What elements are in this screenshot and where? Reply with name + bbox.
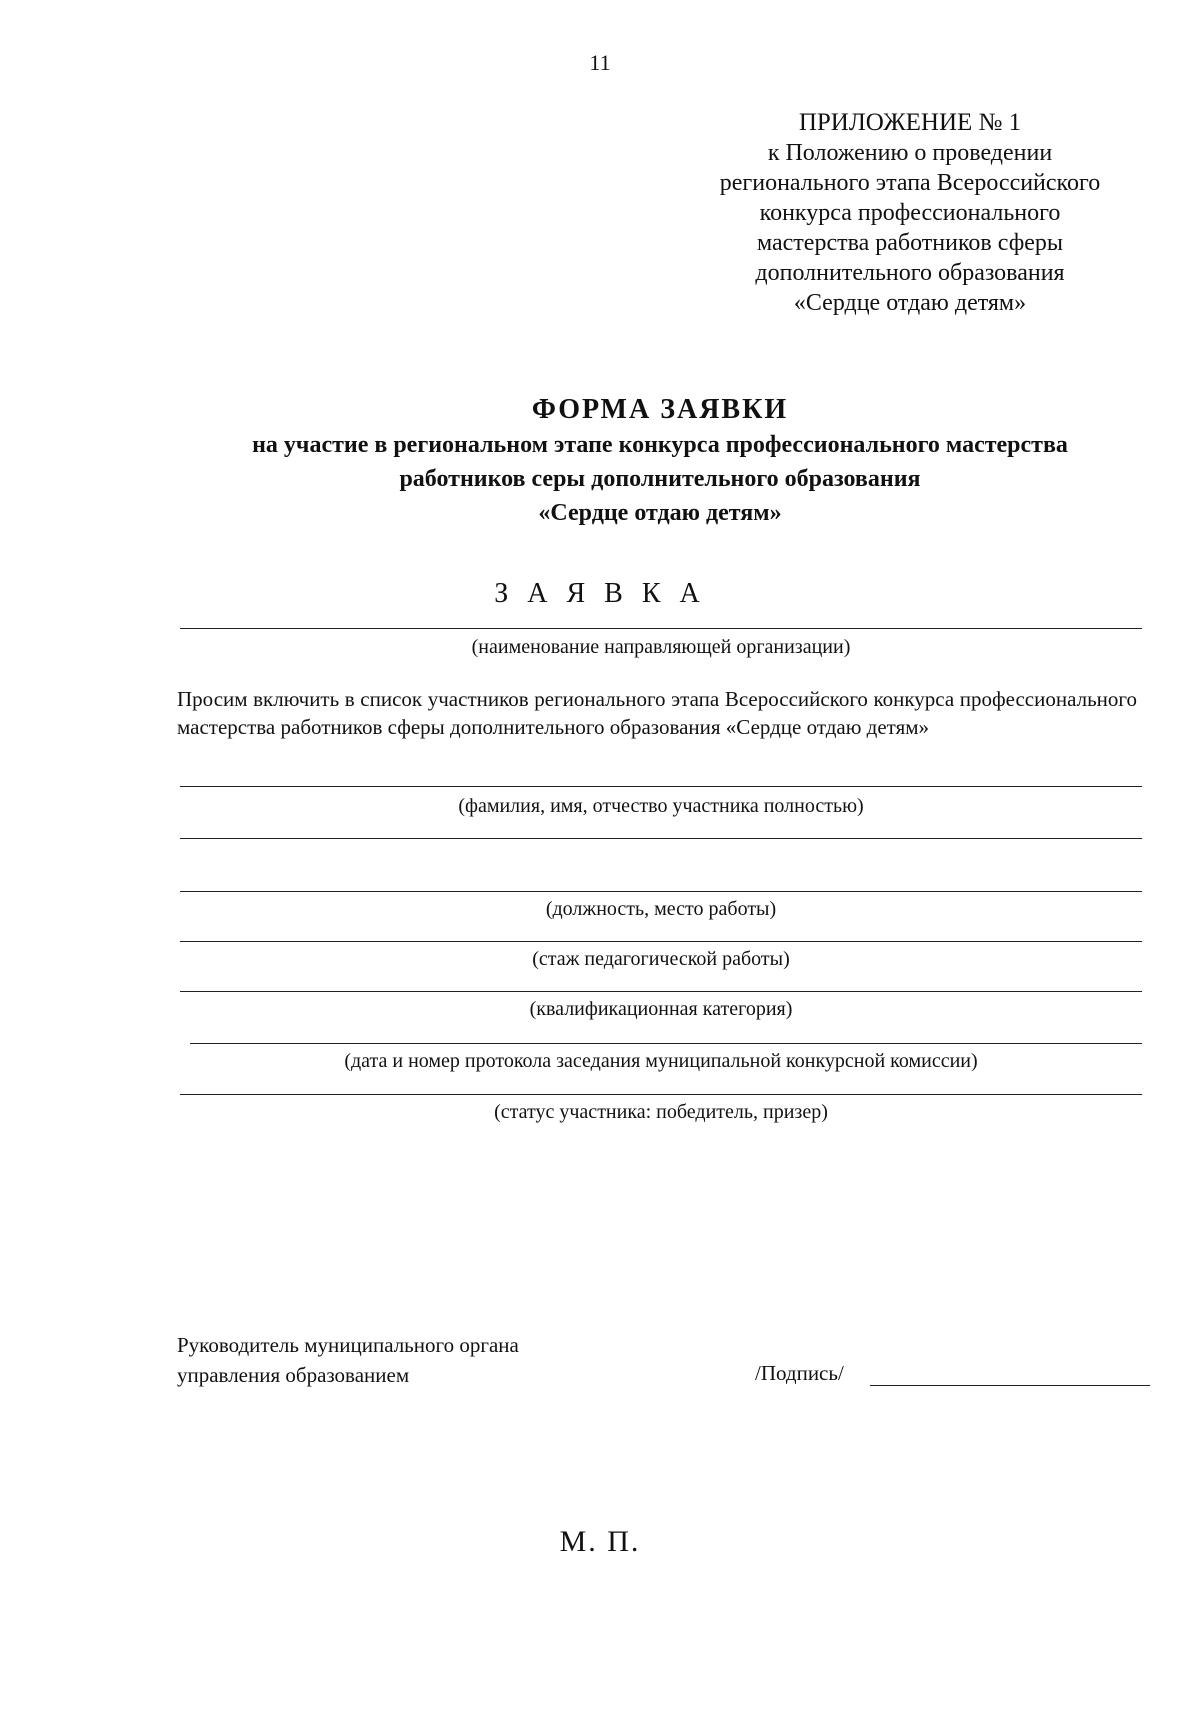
category-caption: (квалификационная категория) [529, 998, 793, 1020]
organization-line[interactable] [180, 628, 1142, 629]
appendix-line: «Сердце отдаю детям» [793, 290, 1027, 316]
experience-caption: (стаж педагогической работы) [532, 948, 790, 970]
organization-caption: (наименование направляющей организации) [471, 636, 851, 658]
form-heading [170, 392, 1150, 530]
status-line[interactable] [180, 1094, 1142, 1095]
form-heading-line: работников серы дополнительного образования [399, 466, 921, 492]
position-line[interactable] [180, 891, 1142, 892]
request-paragraph: Просим включить в список участников регионального этапа Всероссийского конкурса профессионального мастерства работников сферы дополнительного образования «Сердце отдаю детям» [177, 687, 1137, 739]
appendix-line: мастерства работников сферы [756, 230, 1064, 256]
form-heading-title: ФОРМА ЗАЯВКИ [531, 394, 789, 425]
stamp-placeholder: М. П. [559, 1525, 641, 1558]
signature-block [177, 1330, 519, 1390]
form-heading-line: на участие в региональном этапе конкурса профессионального мастерства [252, 432, 1068, 458]
full-name-line-2[interactable] [180, 838, 1142, 839]
protocol-line[interactable] [190, 1043, 1142, 1044]
application-title: З А Я В К А [494, 578, 706, 609]
appendix-line: к Положению о проведении [767, 140, 1053, 166]
category-line[interactable] [180, 991, 1142, 992]
appendix-line: дополнительного образования [755, 260, 1065, 286]
position-caption: (должность, место работы) [545, 898, 777, 920]
head-title-line: управления образованием [177, 1363, 410, 1387]
appendix-title: ПРИЛОЖЕНИЕ № 1 [798, 109, 1022, 136]
experience-line[interactable] [180, 941, 1142, 942]
status-caption: (статус участника: победитель, призер) [494, 1101, 828, 1123]
protocol-caption: (дата и номер протокола заседания муниципальной конкурсной комиссии) [344, 1050, 978, 1072]
page-number: 11 [589, 50, 611, 75]
appendix-block [690, 108, 1130, 318]
appendix-line: регионального этапа Всероссийского [719, 170, 1101, 196]
full-name-line[interactable] [180, 786, 1142, 787]
signature-label: /Подпись/ [755, 1361, 844, 1385]
appendix-line: конкурса профессионального [759, 200, 1061, 226]
full-name-caption: (фамилия, имя, отчество участника полностью) [458, 795, 864, 817]
signature-line[interactable] [870, 1385, 1150, 1386]
form-heading-line: «Сердце отдаю детям» [538, 500, 782, 526]
head-title-line: Руководитель муниципального органа [177, 1333, 519, 1357]
